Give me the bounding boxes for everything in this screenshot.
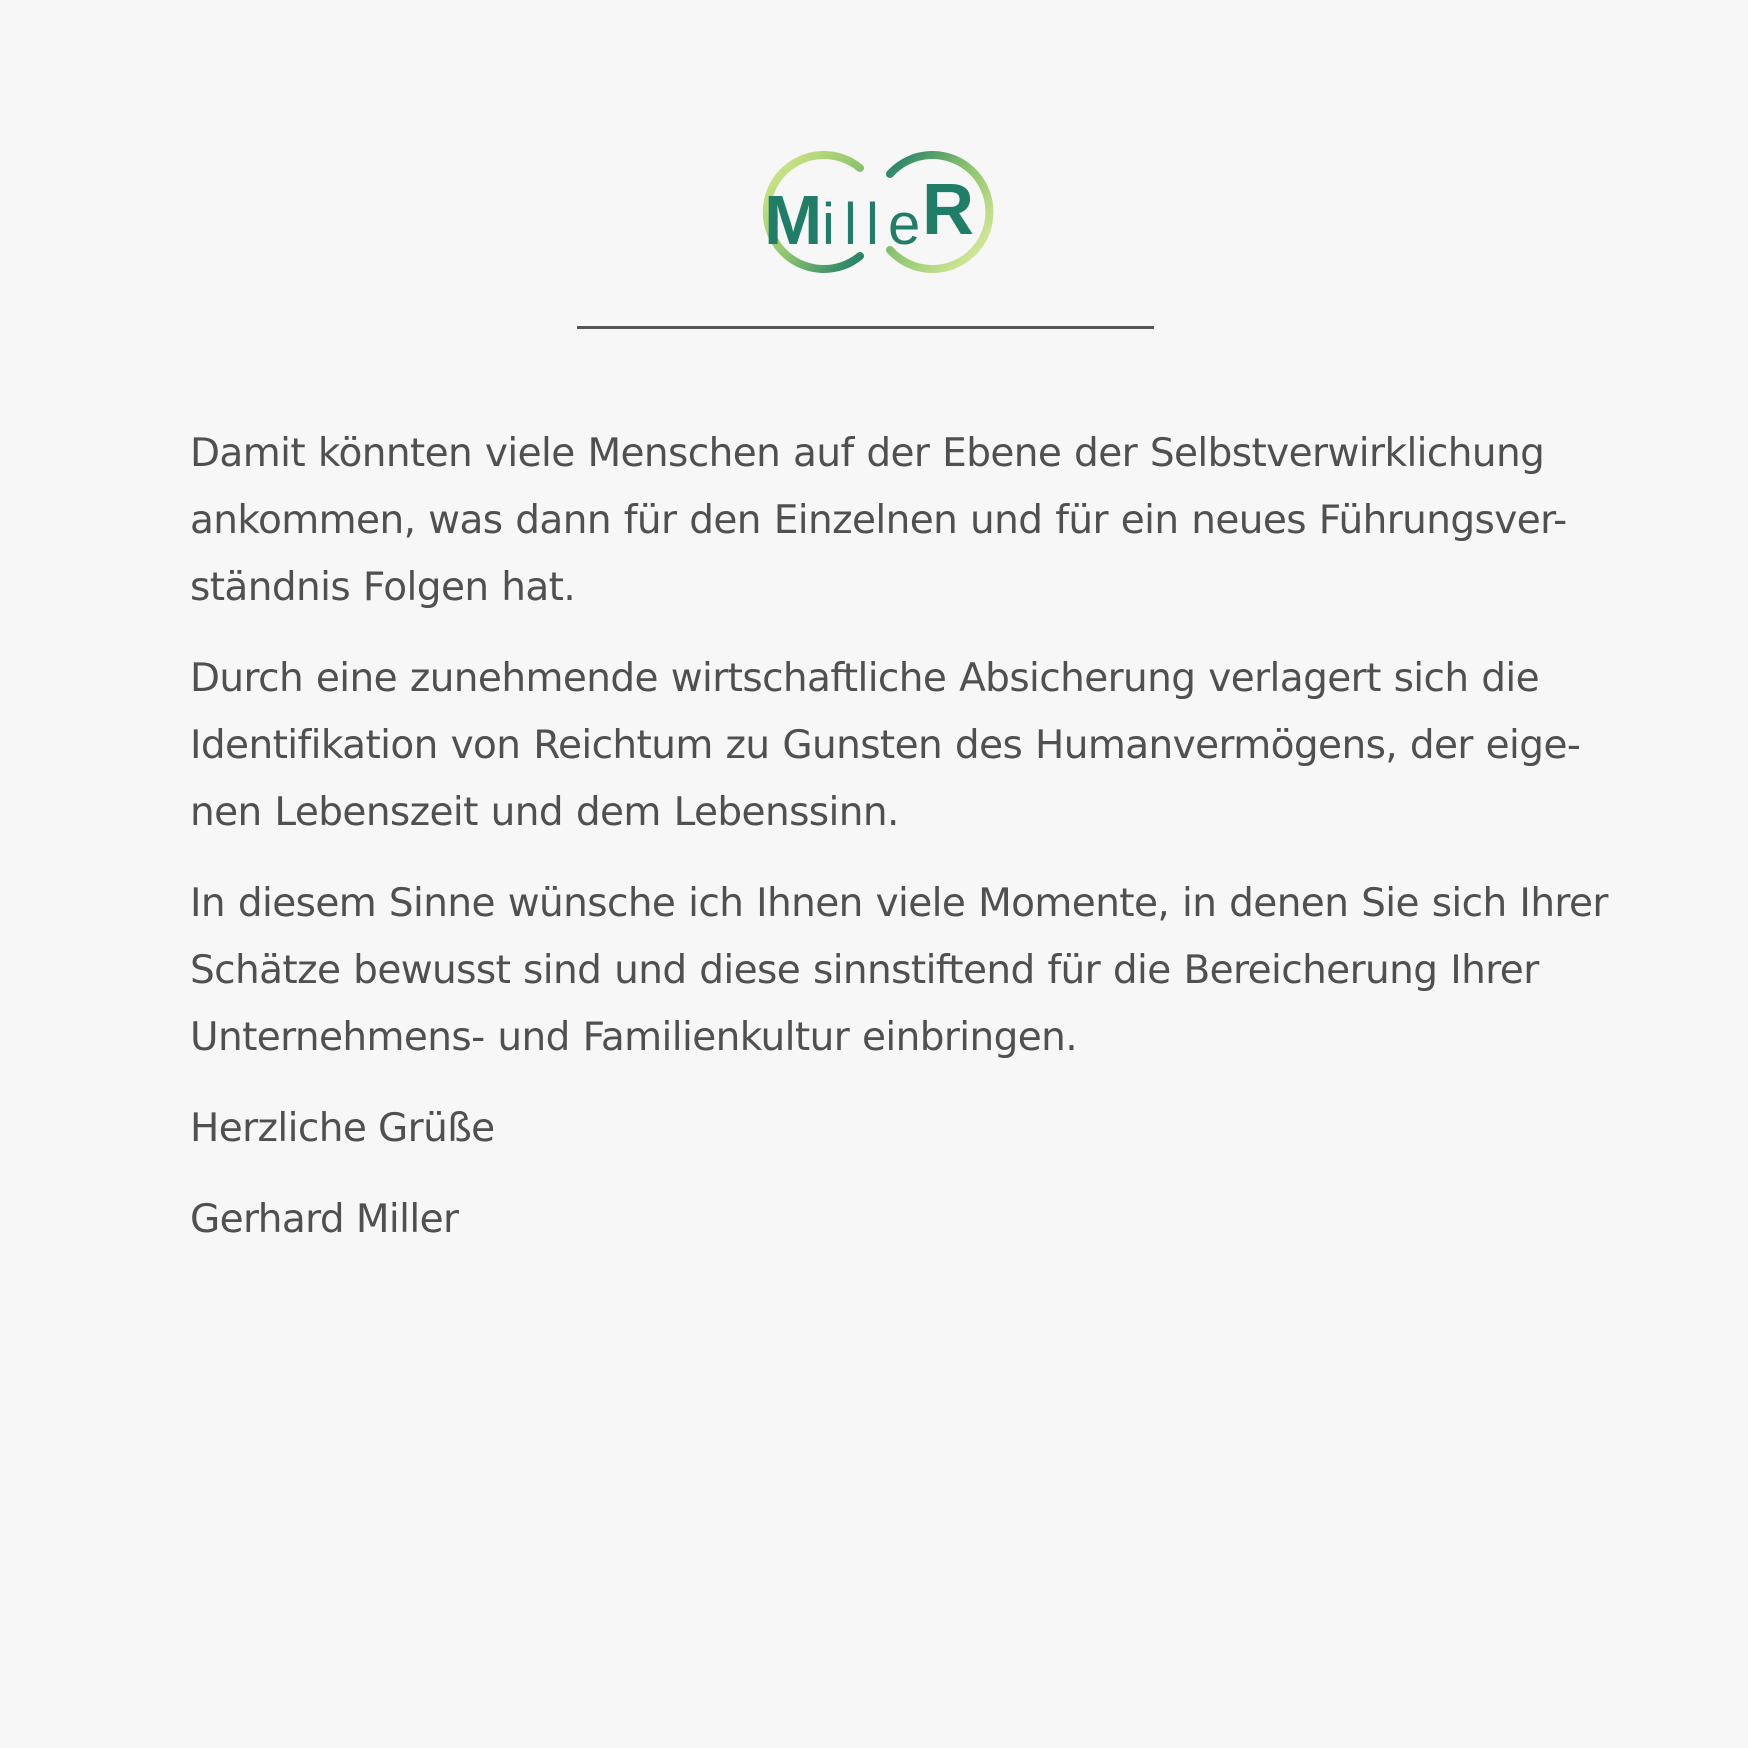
paragraph-2 [190,645,1581,846]
paragraph-line: Damit könnten viele Menschen auf der Ebene der Selbstverwirklichung [190,431,1545,476]
logo-letter-l1: l [844,192,857,257]
paragraph-3 [190,870,1608,1071]
paragraph-line: Identifikation von Reichtum zu Gunsten des Humanvermögens, der eige- [190,723,1581,768]
paragraph-line: In diesem Sinne wünsche ich Ihnen viele Momente, in denen Sie sich Ihrer [190,881,1608,926]
closing-greeting: Herzliche Grüße [190,1106,495,1151]
paragraph-1 [190,420,1570,621]
paragraph-line: nen Lebenszeit und dem Lebenssinn. [190,790,899,835]
logo-letter-i: i [822,192,835,257]
paragraph-line: ständnis Folgen hat. [190,565,576,610]
logo-letter-e: e [888,192,921,257]
letter-body [190,420,1608,1253]
paragraph-line: ankommen, was dann für den Einzelnen und für ein neues Führungsver- [190,498,1567,543]
signature-name: Gerhard Miller [190,1197,459,1242]
logo-letter-l2: l [866,192,879,257]
header-divider [577,326,1154,329]
logo-letter-r: R [922,170,974,250]
miller-logo [742,148,1008,276]
logo-letter-m: M [764,181,823,259]
miller-logo-graphic [742,148,1008,276]
paragraph-line: Durch eine zunehmende wirtschaftliche Absicherung verlagert sich die [190,656,1540,701]
paragraph-line: Schätze bewusst sind und diese sinnstiftend für die Bereicherung Ihrer [190,948,1539,993]
paragraph-line: Unternehmens- und Familienkultur einbringen. [190,1015,1078,1060]
